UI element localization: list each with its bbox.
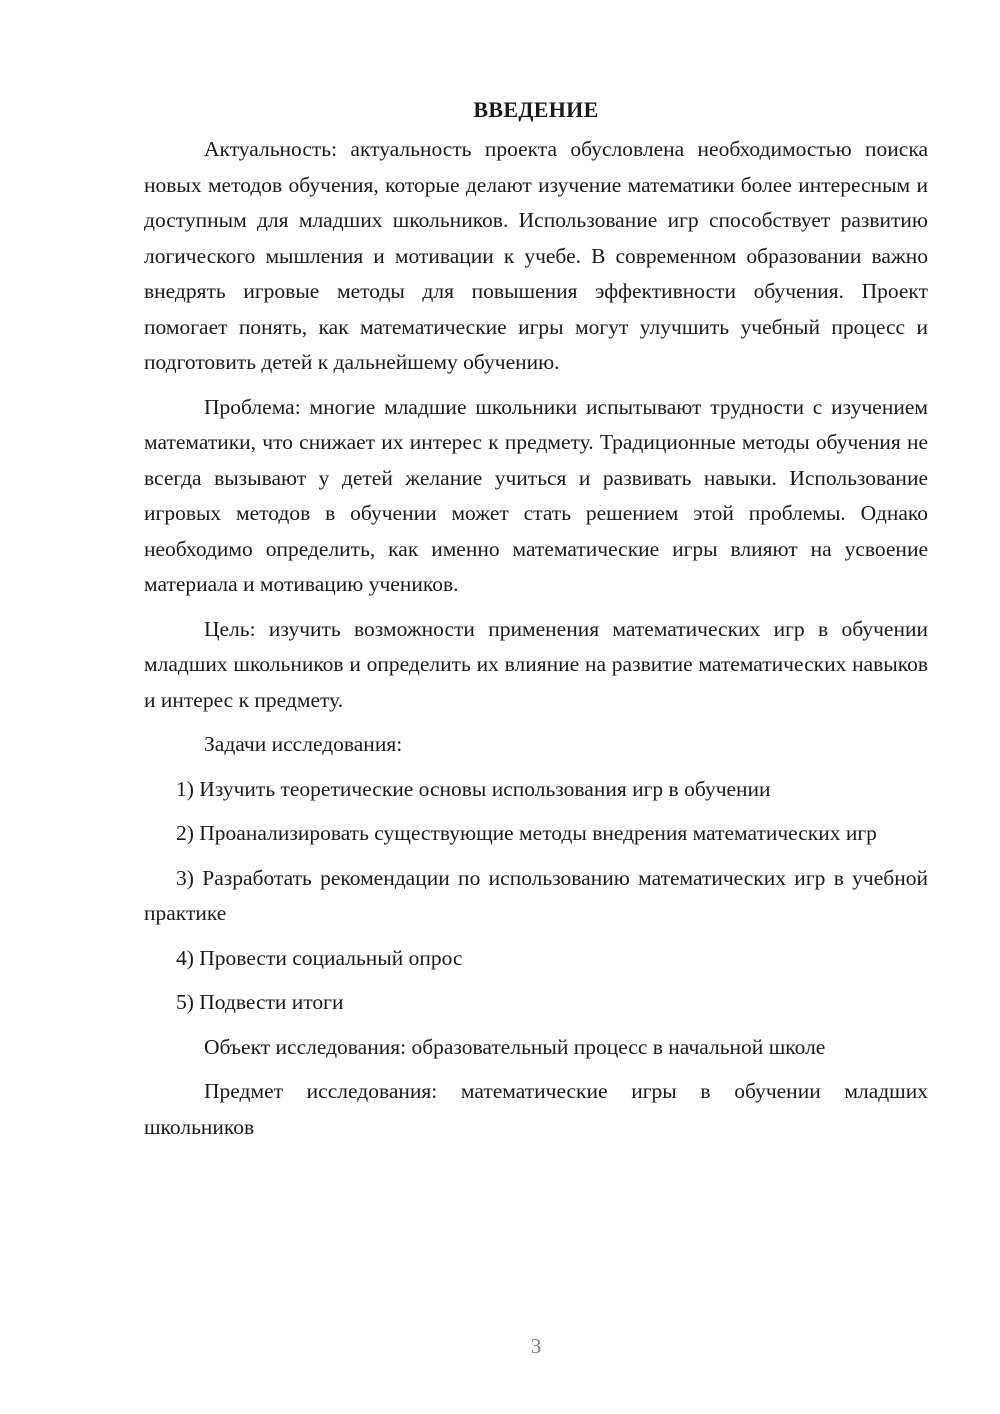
section-heading: ВВЕДЕНИЕ (473, 97, 599, 122)
page-content (144, 92, 928, 1145)
tasks-title: Задачи исследования: (204, 732, 403, 756)
page-number: 3 (530, 1334, 542, 1358)
problem-paragraph: Проблема: многие младшие школьники испытывают трудности с изучением математики, что снижает их интерес к предмету. Традиционные методы обучения не всегда вызывают у детей желание учиться и развивать навыки. Использование игровых методов в обучении может стать решением этой проблемы. Однако необходимо определить, как именно математические игры влияют на усвоение материала и мотивацию учеников. (144, 394, 928, 596)
task-item: 4) Провести социальный опрос (176, 945, 463, 970)
object-paragraph: Объект исследования: образовательный процесс в начальной школе (204, 1034, 826, 1059)
subject-paragraph: Предмет исследования: математические игры в обучении младших школьников (144, 1079, 928, 1139)
task-item: 3) Разработать рекомендации по использованию математических игр в учебной практике (144, 865, 928, 925)
goal-paragraph: Цель: изучить возможности применения математических игр в обучении младших школьников и определить их влияние на развитие математических навыков и интерес к предмету. (144, 616, 928, 712)
task-item: 5) Подвести итоги (176, 990, 344, 1014)
task-item: 1) Изучить теоретические основы использования игр в обучении (176, 776, 771, 801)
task-item: 2) Проанализировать существующие методы внедрения математических игр (176, 821, 877, 845)
relevance-paragraph: Актуальность: актуальность проекта обусловлена необходимостью поиска новых методов обучения, которые делают изучение математики более интересным и доступным для младших школьников. Использование игр способствует развитию логического мышления и мотивации к учебе. В современном образовании важно внедрять игровые методы для повышения эффективности обучения. Проект помогает понять, как математические игры могут улучшить учебный процесс и подготовить детей к дальнейшему обучению. (144, 137, 928, 374)
